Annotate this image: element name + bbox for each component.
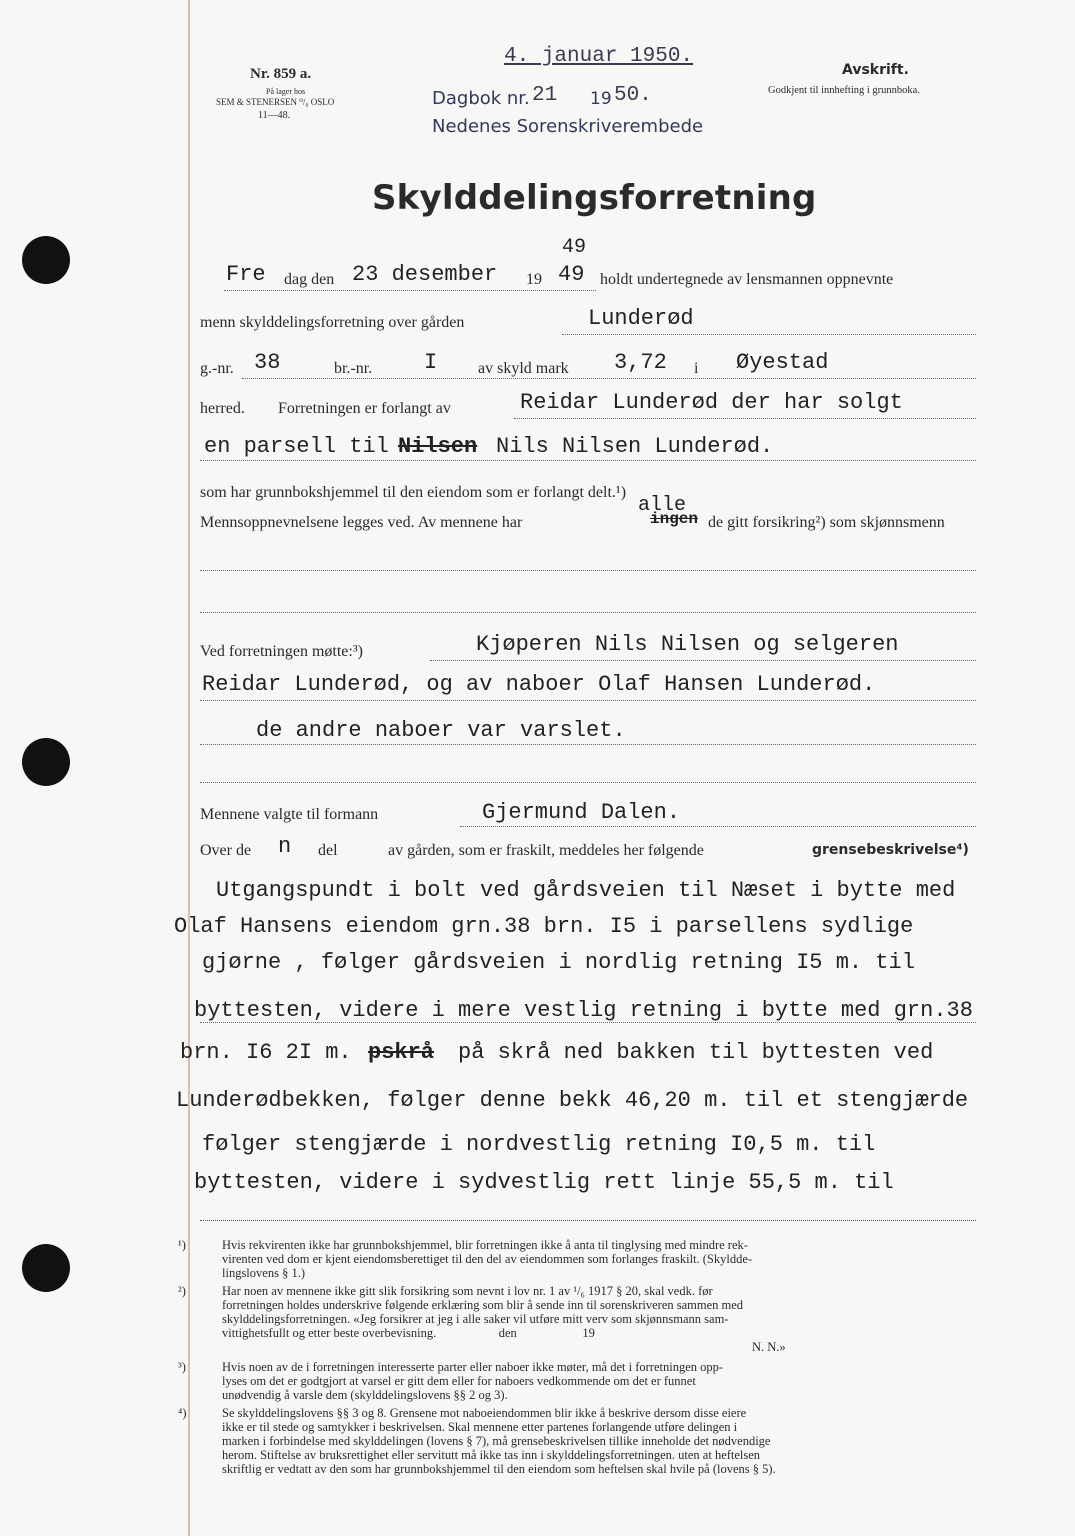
document-title: Skylddelingsforretning (372, 178, 817, 218)
fill-line (200, 612, 976, 613)
printer-date: 11—48. (258, 110, 291, 121)
i-label: i (694, 360, 699, 377)
year-prefix: 19 (526, 271, 542, 288)
footnote-2 (178, 1284, 980, 1354)
footnote-line: skylddelingsforretningen. «Jeg forsikrer at jeg i alle saker vil utføre mitt verv som skjønnsmann sam- (222, 1312, 729, 1326)
footnote-line: unødvendig å varsle dem (skylddelingslovens §§ 2 og 3). (222, 1388, 508, 1402)
brnr-label: br.-nr. (334, 360, 373, 377)
footnote-line: Hvis rekvirenten ikke har grunnbokshjemmel, blir forretningen ikke å anta til tinglysing med mindre rek- (222, 1238, 748, 1252)
gnr-label: g.-nr. (200, 360, 234, 377)
description-line: brn. I6 2I m. (180, 1040, 352, 1065)
motte-line2: Reidar Lunderød, og av naboer Olaf Hansen Lunderød. (202, 672, 876, 697)
gnr-value: 38 (254, 350, 281, 375)
description-line: byttesten, videre i mere vestlig retning i bytte med grn.38 (194, 998, 973, 1023)
description-line: byttesten, videre i sydvestlig rett linje 55,5 m. til (194, 1170, 894, 1195)
skyld-value: 3,72 (614, 350, 667, 375)
footnote-number: ⁴) (178, 1406, 187, 1420)
printer-line: På lager hos (266, 87, 306, 96)
over-de-label: Over de (200, 842, 252, 859)
requester-struck: Nilsen (398, 434, 478, 459)
farm-label: menn skylddelingsforretning over gården (200, 314, 465, 331)
fill-line (242, 378, 976, 379)
menns-text-b: de gitt forsikring²) som skjønnsmenn (708, 514, 945, 531)
dag-den-label: dag den (284, 271, 335, 288)
herred-name: Øyestad (736, 350, 829, 375)
dagbok-year: 50. (614, 84, 652, 107)
over-n: n (278, 834, 292, 859)
fill-line (224, 290, 596, 291)
footnote-number: ²) (178, 1284, 186, 1298)
footnote-line: herom. Stiftelse av bruksrettighet eller servitutt må ikke tas inn i skylddelingsforretningen. uten at heftelsen (222, 1448, 761, 1462)
requester-line2-a: en parsell til (204, 434, 389, 459)
description-line: Utgangspundt i bolt ved gårdsveien til Næset i bytte med (216, 878, 956, 903)
footnote-separator (200, 1220, 976, 1221)
motte-label: Ved forretningen møtte:³) (200, 643, 363, 660)
footnote-line: ikke er til stede og samtykker i beskrivelsen. Skal mennene etter partenes forlangende utføre delingen i (222, 1420, 738, 1434)
forlangt-label: Forretningen er forlangt av (278, 400, 451, 417)
footnote-line: marken i forbindelse med skylddelingen (lovens § 7), må grensebeskrivelsen tillike inneholde det nødvendige (222, 1434, 771, 1448)
motte-line1: Kjøperen Nils Nilsen og selgeren (476, 632, 899, 657)
formann-name: Gjermund Dalen. (482, 800, 681, 825)
description-line: Olaf Hansens eiendom grn.38 brn. I5 i parsellens sydlige (174, 914, 914, 939)
herred-label: herred. (200, 400, 245, 417)
footnote-line: virenten ved dom er kjent eiendomsberettiget til den del av eiendommen som forlanges fraskilt. (Skyldde- (222, 1252, 753, 1266)
fill-line (200, 570, 976, 571)
footnote-line: skriftlig er vedtatt av den som har grunnbokshjemmel til den eiendom som heftelsen skal hvile på (lovens § 5). (222, 1462, 776, 1476)
year-correction: 49 (562, 236, 587, 259)
grunnbok-text: som har grunnbokshjemmel til den eiendom som er forlangt delt.¹) (200, 484, 627, 501)
avskrift-label: Avskrift. (842, 62, 909, 78)
description-line: Lunderødbekken, følger denne bekk 46,20 m. til et stengjærde (176, 1088, 969, 1113)
menns-text-a: Mennsoppnevnelsene legges ved. Av mennene har (200, 514, 523, 531)
alle-insert: alle (638, 494, 687, 517)
punch-hole-middle (22, 738, 70, 786)
line1-rest: holdt undertegnede av lensmannen oppnevnte (600, 271, 894, 288)
fill-line (200, 460, 976, 461)
punch-hole-top (22, 236, 70, 284)
motte-line3: de andre naboer var varslet. (256, 718, 626, 743)
footnote-line: Hvis noen av de i forretningen interesserte parter eller naboer ikke møter, må det i forretningen opp- (222, 1360, 724, 1374)
fill-line (200, 1022, 976, 1023)
business-date: 23 desember (352, 262, 498, 287)
footnote-line: lyses om det er godtgjort at varsel er gitt dem eller for naboers vedkommende om det er funnet (222, 1374, 696, 1388)
fill-line (200, 782, 976, 783)
farm-name: Lunderød (588, 306, 694, 331)
description-struck: pskrå (368, 1040, 435, 1065)
footnote-line: forretningen holdes underskrive følgende erklæring som blir å sende inn til sorenskriveren sammen med (222, 1298, 744, 1312)
footnote-signature: N. N.» (752, 1340, 786, 1354)
formann-label: Mennene valgte til formann (200, 806, 379, 823)
stamp-date: 4. januar 1950. (504, 45, 694, 68)
fill-line (200, 700, 976, 701)
punch-hole-bottom (22, 1244, 70, 1292)
del-label: del (318, 842, 338, 859)
description-line: på skrå ned bakken til byttesten ved (458, 1040, 934, 1065)
footnote-4 (178, 1406, 980, 1476)
fill-line (200, 744, 976, 745)
footnote-line: lingslovens § 1.) (222, 1266, 305, 1280)
margin-rule (188, 0, 190, 1536)
fill-line (430, 660, 976, 661)
footnote-line: Se skylddelingslovens §§ 3 og 8. Grensene mot naboeiendommen blir ikke å beskrive dersom disse eiere (222, 1406, 747, 1420)
requester: Reidar Lunderød der har solgt (520, 390, 903, 415)
fill-line (460, 826, 976, 827)
dagbok-label: Dagbok nr. (432, 88, 530, 109)
requester-line2-b: Nils Nilsen Lunderød. (496, 434, 774, 459)
dagbok-number: 21 (532, 84, 558, 107)
weekday: Fre (226, 262, 266, 287)
description-line: gjørne , følger gårdsveien i nordlig retning I5 m. til (202, 950, 915, 975)
form-number: Nr. 859 a. (250, 66, 312, 82)
grense-text: av gården, som er fraskilt, meddeles her følgende (388, 842, 704, 859)
dagbok-year-prefix: 19 (590, 89, 612, 109)
fill-line (562, 334, 976, 335)
description-line: følger stengjærde i nordvestlig retning I0,5 m. til (202, 1132, 876, 1157)
footnote-3 (178, 1360, 980, 1402)
footnote-number: ¹) (178, 1238, 186, 1252)
menns-struck: ingen (650, 510, 699, 528)
avskrift-note: Godkjent til innhefting i grunnboka. (768, 85, 920, 96)
year-struck: 49 (558, 262, 585, 287)
brnr-value: I (424, 350, 438, 375)
skyld-label: av skyld mark (478, 360, 569, 377)
footnote-line: Har noen av mennene ikke gitt slik forsikring som nevnt i lov nr. 1 av ¹/₆ 1917 § 20, skal vedk. før (222, 1284, 713, 1298)
footnote-1 (178, 1238, 980, 1280)
office-stamp: Nedenes Sorenskriverembede (432, 116, 704, 137)
printer-name: SEM & STENERSEN ⁰/₀ OSLO (216, 97, 335, 107)
footnote-number: ³) (178, 1360, 186, 1374)
fill-line (514, 418, 976, 419)
grense-bold: grensebeskrivelse⁴) (812, 842, 969, 858)
footnote-line: vittighetsfullt og etter beste overbevisning. den 19 (222, 1326, 595, 1340)
